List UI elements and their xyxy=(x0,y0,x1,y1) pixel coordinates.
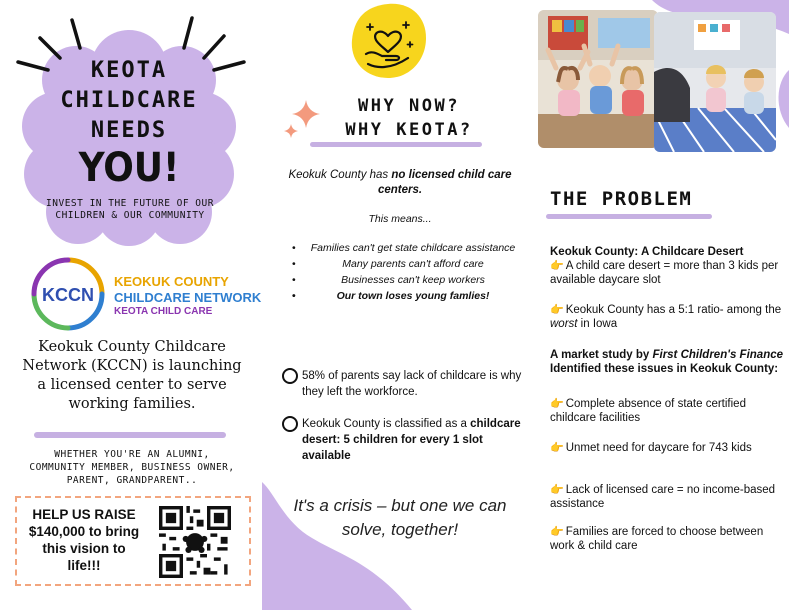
desert-block: Keokuk County: A Childcare Desert 👉 A child care desert = more than 3 kids per available daycare slot xyxy=(550,246,779,286)
headline-you: YOU! xyxy=(78,145,180,191)
stat-parents: 58% of parents say lack of childcare is why they left the workforce. xyxy=(282,368,522,400)
list-item: • Families can't get state childcare assistance xyxy=(292,241,522,255)
issue-item: 👉 Complete absence of state certified childcare facilities xyxy=(550,398,746,424)
heart-hand-icon xyxy=(348,2,428,80)
issue-item: 👉 Families are forced to choose between work & child care xyxy=(550,526,764,552)
circle-bullet-icon xyxy=(282,416,298,432)
classroom-photo xyxy=(538,10,658,148)
list-item: • Businesses can't keep workers xyxy=(292,273,522,287)
list-item: • Many parents can't afford care xyxy=(292,257,522,271)
pointing-hand-icon: 👉 xyxy=(550,442,564,454)
left-panel xyxy=(0,0,262,610)
headline-top: KEOTA CHILDCARE NEEDS xyxy=(60,58,198,143)
heading-brush xyxy=(310,142,482,147)
pointing-hand-icon: 👉 xyxy=(550,260,564,272)
middle-panel xyxy=(262,0,532,610)
issue-item: 👉 Lack of licensed care = no income-based assistance xyxy=(550,484,776,510)
crisis-text: It's a crisis – but one we can solve, together! xyxy=(293,496,507,539)
tagline: INVEST IN THE FUTURE OF OUR CHILDREN & OUR COMMUNITY xyxy=(46,198,214,221)
qr-code-icon[interactable] xyxy=(159,506,231,578)
intro-text: Keokuk County Childcare Network (KCCN) is launching a licensed center to serve working families. xyxy=(22,339,242,412)
list-item: • Our town loses young famlies! xyxy=(292,289,522,303)
kccn-mark-text: KCCN xyxy=(42,285,94,305)
donation-text: HELP US RAISE $140,000 to bring this vision to life!!! xyxy=(28,507,140,573)
stat-desert: Keokuk County is classified as a childcare desert: 5 children for every 1 slot available xyxy=(282,416,522,464)
pointing-hand-icon: 👉 xyxy=(550,304,564,316)
ratio-block: 👉 Keokuk County has a 5:1 ratio- among the worst in Iowa xyxy=(550,304,782,330)
logo-line-1: KEOKUK COUNTY xyxy=(114,274,229,289)
pointing-hand-icon: 👉 xyxy=(550,398,564,410)
right-panel xyxy=(532,0,789,610)
problem-brush xyxy=(546,214,712,219)
logo-line-3: KEOTA CHILD CARE xyxy=(114,306,213,317)
consequence-list xyxy=(292,241,522,305)
divider-brush xyxy=(34,432,226,438)
market-study-block: A market study by First Children's Finance Identified these issues in Keokuk County: xyxy=(550,349,784,375)
kccn-logo xyxy=(28,254,262,334)
pointing-hand-icon: 👉 xyxy=(550,484,564,496)
why-now-heading: WHY NOW? WHY KEOTA? xyxy=(345,96,473,140)
logo-line-2: CHILDCARE NETWORK xyxy=(114,290,262,305)
issue-item: 👉 Unmet need for daycare for 743 kids xyxy=(550,442,752,454)
this-means-text: This means... xyxy=(368,213,432,225)
pointing-hand-icon: 👉 xyxy=(550,526,564,538)
kccn-logo-mark xyxy=(28,254,110,334)
donation-box xyxy=(15,496,251,586)
children-playing-photo xyxy=(654,12,776,152)
audience-text: WHETHER YOU'RE AN ALUMNI, COMMUNITY MEMBER, BUSINESS OWNER, PARENT, GRANDPARENT.. xyxy=(29,449,235,486)
the-problem-heading: THE PROBLEM xyxy=(550,188,693,210)
circle-bullet-icon xyxy=(282,368,298,384)
no-centers-text: Keokuk County has no licensed child care centers. xyxy=(288,169,512,196)
